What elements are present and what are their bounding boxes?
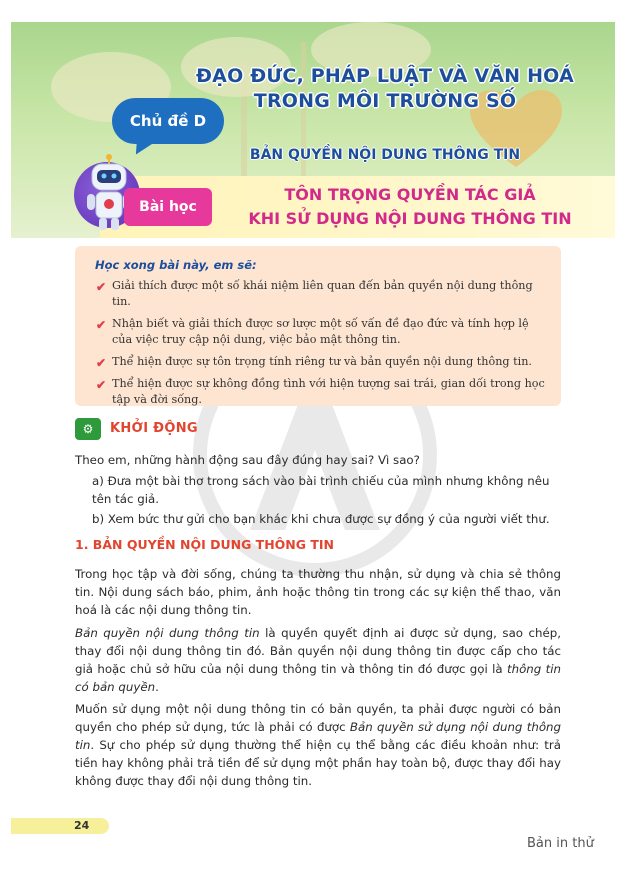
section-title: 1. BẢN QUYỀN NỘI DUNG THÔNG TIN: [75, 537, 335, 552]
paragraph: Trong học tập và đời sống, chúng ta thường thu nhận, sử dụng và chia sẻ thông tin. Nội dung sách báo, phim, ảnh hoặc thông tin trong các sự kiện thể thao, văn hoá là các nội dung thông tin.: [75, 567, 561, 617]
warmup-option-b: b) Xem bức thư gửi cho bạn khác khi chưa được sự đồng ý của người viết thư.: [92, 512, 550, 526]
paragraph: Bản quyền nội dung thông tin là quyền quyết định ai được sử dụng, sao chép, thay đổi nội dung thông tin đó. Bản quyền nội dung thông tin được cấp cho tác giả hoặc chủ sở hữu của nội dung thông tin và thông tin đó được gọi là thông tin có bản quyền.: [75, 626, 561, 694]
topic-title: ĐẠO ĐỨC, PHÁP LUẬT VÀ VĂN HOÁ TRONG MÔI TRƯỜNG SỐ: [196, 65, 574, 112]
check-icon: ✔: [96, 356, 107, 370]
page-number: 24: [74, 819, 90, 832]
objective-item: ✔ Thể hiện được sự không đồng tình với hiện tượng sai trái, gian dối trong học tập và đời sống.: [96, 377, 545, 406]
term: Bản quyền nội dung thông tin: [75, 626, 260, 640]
topic-badge: Chủ đề D: [112, 98, 224, 144]
check-icon: ✔: [96, 378, 107, 392]
warmup-question: Theo em, những hành động sau đây đúng hay sai? Vì sao?: [75, 453, 420, 467]
objectives-list: [96, 278, 551, 414]
topic-subtitle: BẢN QUYỀN NỘI DUNG THÔNG TIN: [249, 147, 521, 163]
objective-item: ✔ Nhận biết và giải thích được sơ lược một số vấn đề đạo đức và tính hợp lệ của việc truy cập nội dung, việc bảo mật thông tin.: [96, 317, 529, 346]
gears-icon: ⚙: [75, 418, 101, 440]
term: Bản quyền sử dụng nội dung thông tin: [75, 720, 562, 752]
check-icon: ✔: [96, 318, 107, 332]
term: thông tin có bản quyền: [75, 662, 561, 694]
warmup-title: KHỞI ĐỘNG: [110, 421, 198, 436]
check-icon: ✔: [96, 280, 107, 294]
lesson-badge: Bài học: [124, 188, 212, 226]
lesson-title: TÔN TRỌNG QUYỀN TÁC GIẢ KHI SỬ DỤNG NỘI DUNG THÔNG TIN: [248, 185, 572, 228]
objective-item: ✔ Thể hiện được sự tôn trọng tính riêng tư và bản quyền nội dung thông tin.: [96, 355, 532, 370]
page-number-band: [11, 818, 109, 834]
draft-note: Bản in thử: [527, 836, 594, 851]
objectives-heading: Học xong bài này, em sẽ:: [95, 258, 257, 272]
paragraph: Muốn sử dụng một nội dung thông tin có bản quyền, ta phải được người có bản quyền cho phép sử dụng, tức là phải có được Bản quyền sử dụng nội dung thông tin. Sự cho phép sử dụng thường thể hiện cụ thể bằng các điều khoản như: trả tiền hay không phải trả tiền để sử dụng một phần hay toàn bộ, được thay đổi hay không được thay đổi nội dung thông tin.: [75, 702, 562, 788]
warmup-option-a: a) Đưa một bài thơ trong sách vào bài trình chiếu của mình nhưng không nêu tên tác giả.: [92, 474, 550, 506]
objective-item: ✔ Giải thích được một số khái niệm liên quan đến bản quyền nội dung thông tin.: [96, 279, 533, 308]
